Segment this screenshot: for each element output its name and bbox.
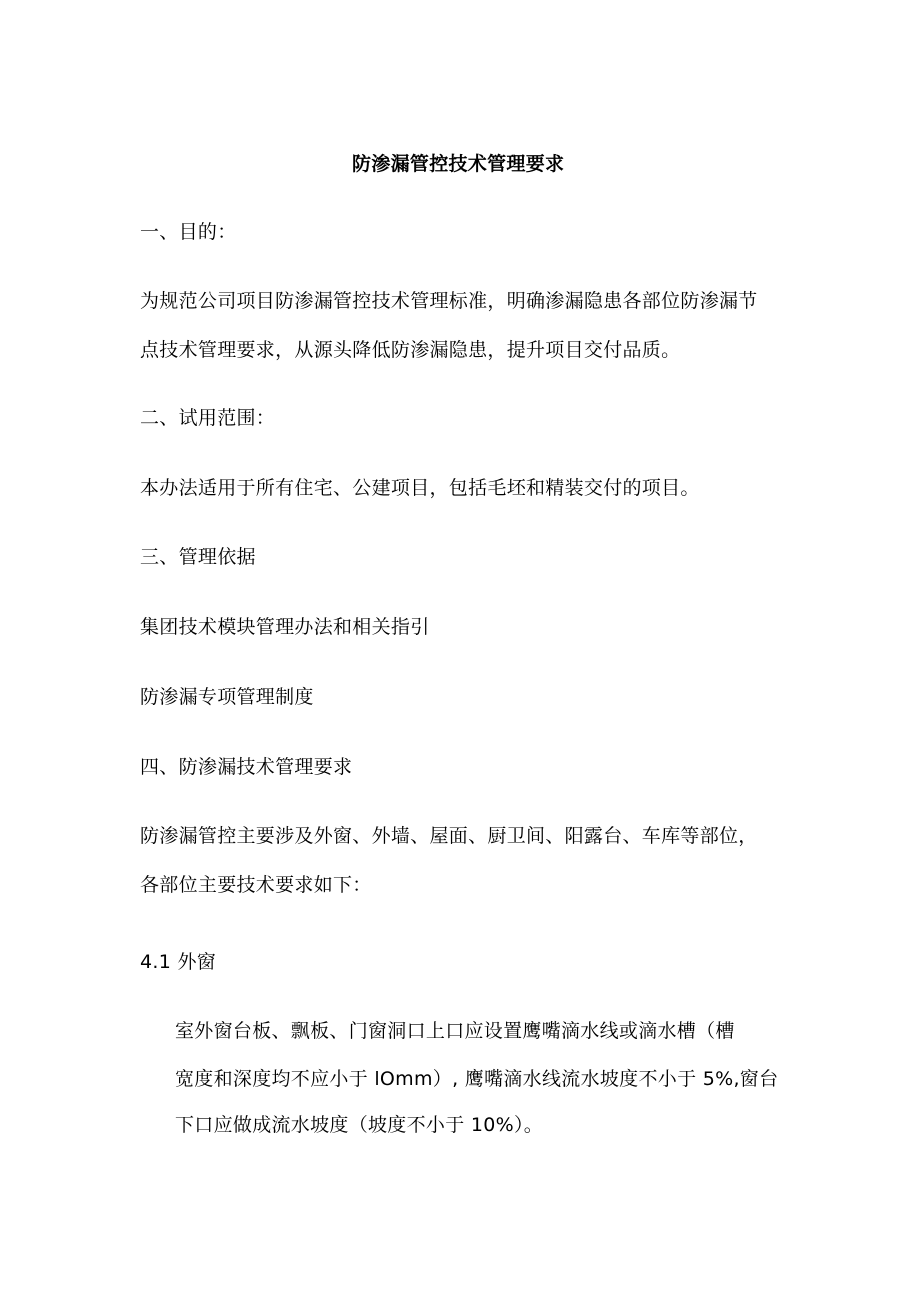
section-4-paragraph-line-1: 防渗漏管控主要涉及外窗、外墙、屋面、厨卫间、阳露台、车库等部位， bbox=[140, 825, 758, 847]
section-1-paragraph-line-1: 为规范公司项目防渗漏管控技术管理标准，明确渗漏隐患各部位防渗漏节 bbox=[140, 290, 758, 312]
subsection-4-1-paragraph-line-1: 室外窗台板、飘板、门窗洞口上口应设置鹰嘴滴水线或滴水槽（槽 bbox=[175, 1020, 735, 1042]
section-3-heading: 三、管理依据 bbox=[140, 546, 256, 568]
section-3-item-2: 防渗漏专项管理制度 bbox=[140, 686, 314, 708]
section-2-paragraph: 本办法适用于所有住宅、公建项目，包括毛坯和精装交付的项目。 bbox=[140, 477, 700, 499]
section-1-paragraph-line-2: 点技术管理要求，从源头降低防渗漏隐患，提升项目交付品质。 bbox=[140, 339, 681, 361]
subsection-4-1-paragraph-line-3: 下口应做成流水坡度（坡度不小于 10%）。 bbox=[175, 1114, 544, 1136]
subsection-4-1-paragraph-line-2: 宽度和深度均不应小于 lOmm）, 鹰嘴滴水线流水坡度不小于 5%,窗台 bbox=[175, 1068, 779, 1090]
section-4-paragraph-line-2: 各部位主要技术要求如下： bbox=[140, 874, 372, 896]
section-1-heading: 一、目的： bbox=[140, 221, 237, 243]
section-2-heading: 二、试用范围： bbox=[140, 407, 276, 429]
section-3-item-1: 集团技术模块管理办法和相关指引 bbox=[140, 616, 430, 638]
document-title: 防渗漏管控技术管理要求 bbox=[352, 153, 565, 175]
section-4-heading: 四、防渗漏技术管理要求 bbox=[140, 756, 353, 778]
subsection-4-1-heading: 4.1 外窗 bbox=[140, 951, 217, 973]
